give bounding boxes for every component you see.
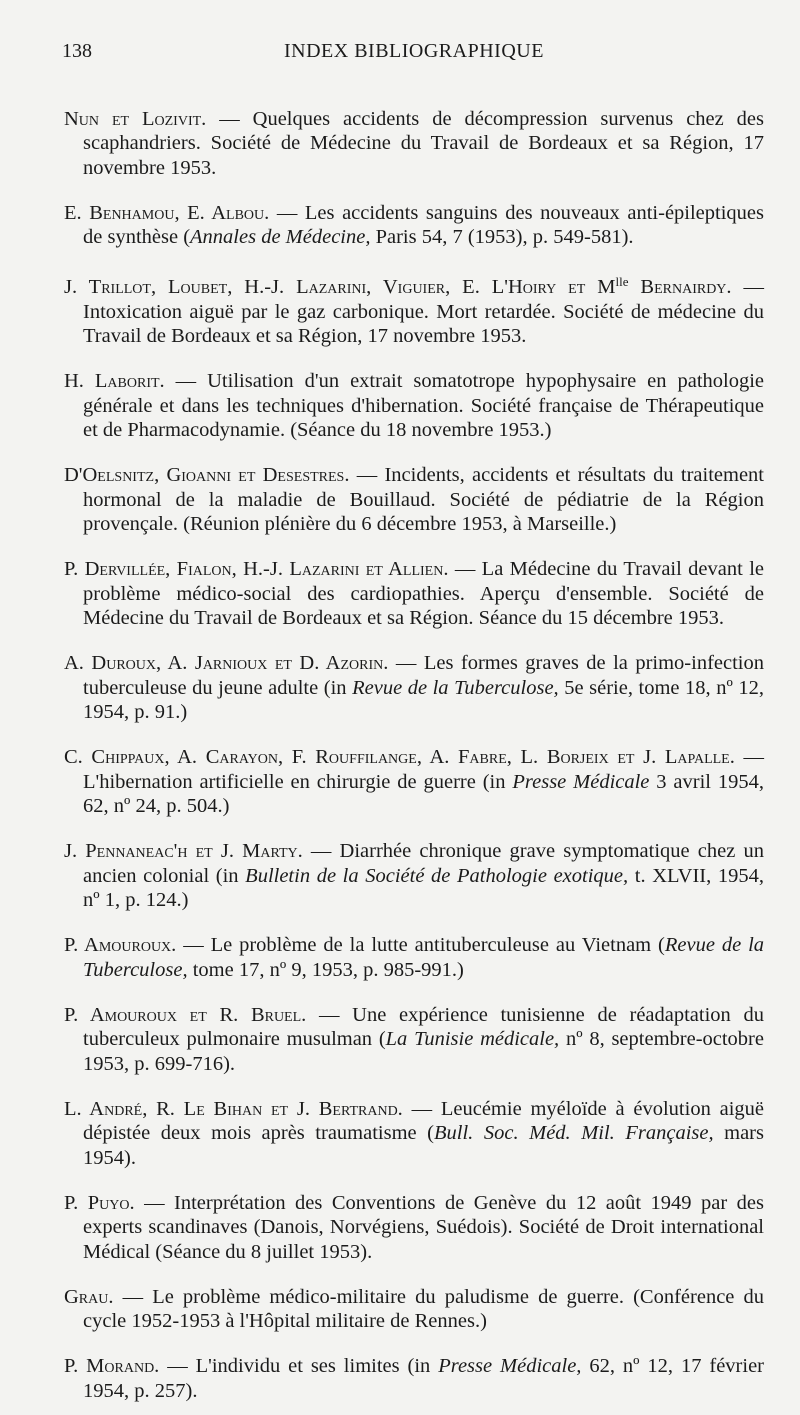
entry-journal: La Tunisie médicale, xyxy=(385,1028,560,1050)
entry-text: — Les formes graves de la primo-infection tuberculeuse du jeune adulte (in xyxy=(83,652,764,699)
entry-authors: H. Laborit. xyxy=(64,370,165,392)
entry-authors: E. Benhamou, E. Albou. xyxy=(64,201,270,224)
entry-journal: Revue de la Tuberculose, xyxy=(83,934,765,981)
entry-text-tail: mars 1954). xyxy=(83,1122,764,1169)
page-number: 138 xyxy=(62,40,92,62)
entry-authors: P. Amouroux et R. Bruel. xyxy=(64,1003,307,1026)
entry-authors: Grau. xyxy=(64,1285,114,1308)
entry-authors: J. Pennaneac'h et J. Marty. xyxy=(64,840,303,862)
entry-text: — Incidents, accidents et résultats du traitement hormonal de la maladie de Bouillaud. Société de pédiatrie de la Région provençale. (Réunion plénière du 6 décembre 1953, à Marseille.) xyxy=(83,464,764,535)
entry-authors: P. Morand. xyxy=(64,1355,160,1377)
entry-authors: D'Oelsnitz, Gioanni et Desestres. xyxy=(64,464,350,486)
entry-text: — Le problème de la lutte antituberculeuse au Vietnam ( xyxy=(176,934,665,956)
entry-text: — Leucémie myéloïde à évolution aiguë dépistée deux mois après traumatisme ( xyxy=(83,1097,764,1144)
entry-text: — Les accidents sanguins des nouveaux anti-épileptiques de synthèse ( xyxy=(83,201,764,248)
running-title: INDEX BIBLIOGRAPHIQUE xyxy=(284,40,544,62)
entry-text: — Diarrhée chronique grave symptomatique chez un ancien colonial (in xyxy=(83,840,764,887)
entry-text: — Interprétation des Conventions de Genève du 12 août 1949 par des experts scandinaves (Danois, Norvégiens, Suédois). Société de Droit international Médical (Séance du 8 juillet 1953). xyxy=(83,1191,764,1263)
entry-authors: P. Dervillée, Fialon, H.-J. Lazarini et Allien. xyxy=(64,558,449,580)
bibliography-entry xyxy=(64,369,764,443)
entry-text: — La Médecine du Travail devant le problème médico-social des cardiopathies. Aperçu d'ensemble. Société de Médecine du Travail de Bordeaux et sa Région. Séance du 15 décembre 1953. xyxy=(83,558,764,629)
entry-authors: P. Puyo. xyxy=(64,1191,135,1214)
entry-superscript: lle xyxy=(615,274,629,289)
page-header xyxy=(62,40,760,70)
bibliography-entry xyxy=(64,839,764,913)
entry-journal: Bulletin de la Société de Pathologie exotique, xyxy=(245,864,629,887)
entry-text: — L'hibernation artificielle en chirurgie de guerre (in xyxy=(83,746,764,793)
bibliography-entry xyxy=(64,745,764,819)
entry-authors-cont: Bernairdy. xyxy=(628,276,732,298)
entry-text-tail: nº 8, septembre-octobre 1953, p. 699-716). xyxy=(83,1028,764,1075)
bibliography-entry xyxy=(64,1097,764,1171)
bibliography-entry xyxy=(64,1354,764,1403)
entry-text-tail: 5e série, tome 18, nº 12, 1954, p. 91.) xyxy=(83,676,764,723)
entry-authors: J. Trillot, Loubet, H.-J. Lazarini, Viguier, E. L'Hoiry et M xyxy=(64,276,616,298)
entry-journal: Revue de la Tuberculose, xyxy=(352,676,559,699)
entry-authors: P. Amouroux. xyxy=(64,934,177,956)
entry-journal: Presse Médicale xyxy=(512,770,650,793)
entry-text: — L'individu et ses limites (in xyxy=(159,1355,439,1377)
bibliography-entry xyxy=(64,1285,764,1334)
entry-authors: C. Chippaux, A. Carayon, F. Rouffilange, A. Fabre, L. Borjeix et J. Lapalle. xyxy=(64,746,735,768)
entry-text: — Intoxication aiguë par le gaz carbonique. Mort retardée. Société de médecine du Travail de Bordeaux et sa Région, 17 novembre 1953. xyxy=(83,276,764,347)
entry-journal: Bull. Soc. Méd. Mil. Française, xyxy=(434,1122,714,1144)
entry-text-tail: Paris 54, 7 (1953), p. 549-581). xyxy=(370,226,634,248)
bibliography-list xyxy=(64,86,764,1415)
bibliography-entry xyxy=(64,651,764,725)
entry-authors: Nun et Lozivit. xyxy=(64,107,207,130)
entry-text-tail: tome 17, nº 9, 1953, p. 985-991.) xyxy=(187,958,464,981)
entry-text: — Utilisation d'un extrait somatotrope hypophysaire en pathologie générale et dans les techniques d'hibernation. Société française de Thérapeutique et de Pharmacodynamie. (Séance du 18 novembre 1953.) xyxy=(83,370,765,441)
entry-text-tail: 62, nº 12, 17 février 1954, p. 257). xyxy=(83,1355,764,1402)
bibliography-entry xyxy=(64,1191,764,1265)
bibliography-entry xyxy=(64,463,764,537)
entry-journal: Annales de Médecine, xyxy=(190,226,371,248)
bibliography-entry xyxy=(64,201,764,250)
entry-text: — Une expérience tunisienne de réadaptation du tuberculeux pulmonaire musulman ( xyxy=(83,1003,764,1050)
entry-text-tail: 3 avril 1954, 62, nº 24, p. 504.) xyxy=(83,770,764,817)
entry-text: — Le problème médico-militaire du paludisme de guerre. (Conférence du cycle 1952-1953 à l'Hôpital militaire de Rennes.) xyxy=(83,1285,764,1332)
entry-authors: L. André, R. Le Bihan et J. Bertrand. xyxy=(64,1097,403,1120)
bibliography-entry xyxy=(64,557,764,631)
entry-text: — Quelques accidents de décompression survenus chez des scaphandriers. Société de Médecine du Travail de Bordeaux et sa Région, 17 novembre 1953. xyxy=(83,107,764,179)
entry-journal: Presse Médicale, xyxy=(438,1355,582,1377)
entry-text-tail: t. XLVII, 1954, nº 1, p. 124.) xyxy=(83,864,764,911)
bibliography-entry xyxy=(64,933,764,982)
bibliography-entry xyxy=(64,107,764,181)
bibliography-entry xyxy=(64,270,764,349)
entry-authors: A. Duroux, A. Jarnioux et D. Azorin. xyxy=(64,652,389,674)
bibliography-entry xyxy=(64,1003,764,1077)
